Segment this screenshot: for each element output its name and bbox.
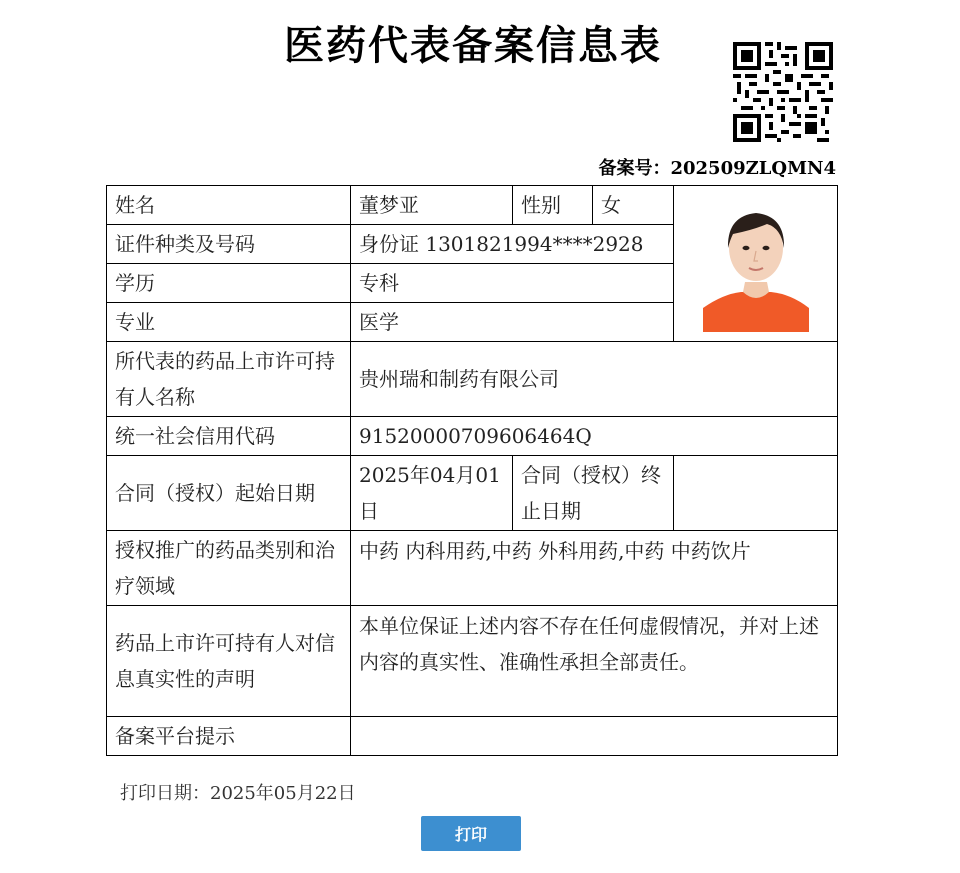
applicant-photo — [703, 196, 809, 332]
name-value: 董梦亚 — [351, 186, 513, 225]
contract-start-value: 2025年04月01日 — [351, 456, 513, 531]
id-label: 证件种类及号码 — [107, 225, 351, 264]
print-button[interactable]: 打印 — [421, 816, 521, 851]
record-number: 备案号：202509ZLQMN4 — [598, 158, 836, 179]
platform-note-label: 备案平台提示 — [107, 717, 351, 756]
holder-value: 贵州瑞和制药有限公司 — [351, 342, 838, 417]
education-label: 学历 — [107, 264, 351, 303]
major-value: 医学 — [351, 303, 674, 342]
name-label: 姓名 — [107, 186, 351, 225]
category-value: 中药 内科用药,中药 外科用药,中药 中药饮片 — [351, 531, 838, 606]
qr-code — [733, 42, 833, 142]
photo-cell — [674, 186, 838, 342]
credit-code-value: 91520000709606464Q — [351, 417, 838, 456]
print-date: 打印日期：2025年05月22日 — [120, 783, 356, 804]
info-table — [106, 185, 838, 756]
declaration-value: 本单位保证上述内容不存在任何虚假情况，并对上述内容的真实性、准确性承担全部责任。 — [351, 606, 838, 717]
contract-start-label: 合同（授权）起始日期 — [107, 456, 351, 531]
holder-label: 所代表的药品上市许可持有人名称 — [107, 342, 351, 417]
contract-end-value — [674, 456, 838, 531]
credit-code-label: 统一社会信用代码 — [107, 417, 351, 456]
gender-label: 性别 — [513, 186, 593, 225]
education-value: 专科 — [351, 264, 674, 303]
platform-note-value — [351, 717, 838, 756]
category-label: 授权推广的药品类别和治疗领域 — [107, 531, 351, 606]
declaration-label: 药品上市许可持有人对信息真实性的声明 — [107, 606, 351, 717]
major-label: 专业 — [107, 303, 351, 342]
contract-end-label: 合同（授权）终止日期 — [513, 456, 674, 531]
page-title: 医药代表备案信息表 — [284, 22, 662, 69]
gender-value: 女 — [593, 186, 674, 225]
id-value: 身份证 1301821994****2928 — [351, 225, 674, 264]
